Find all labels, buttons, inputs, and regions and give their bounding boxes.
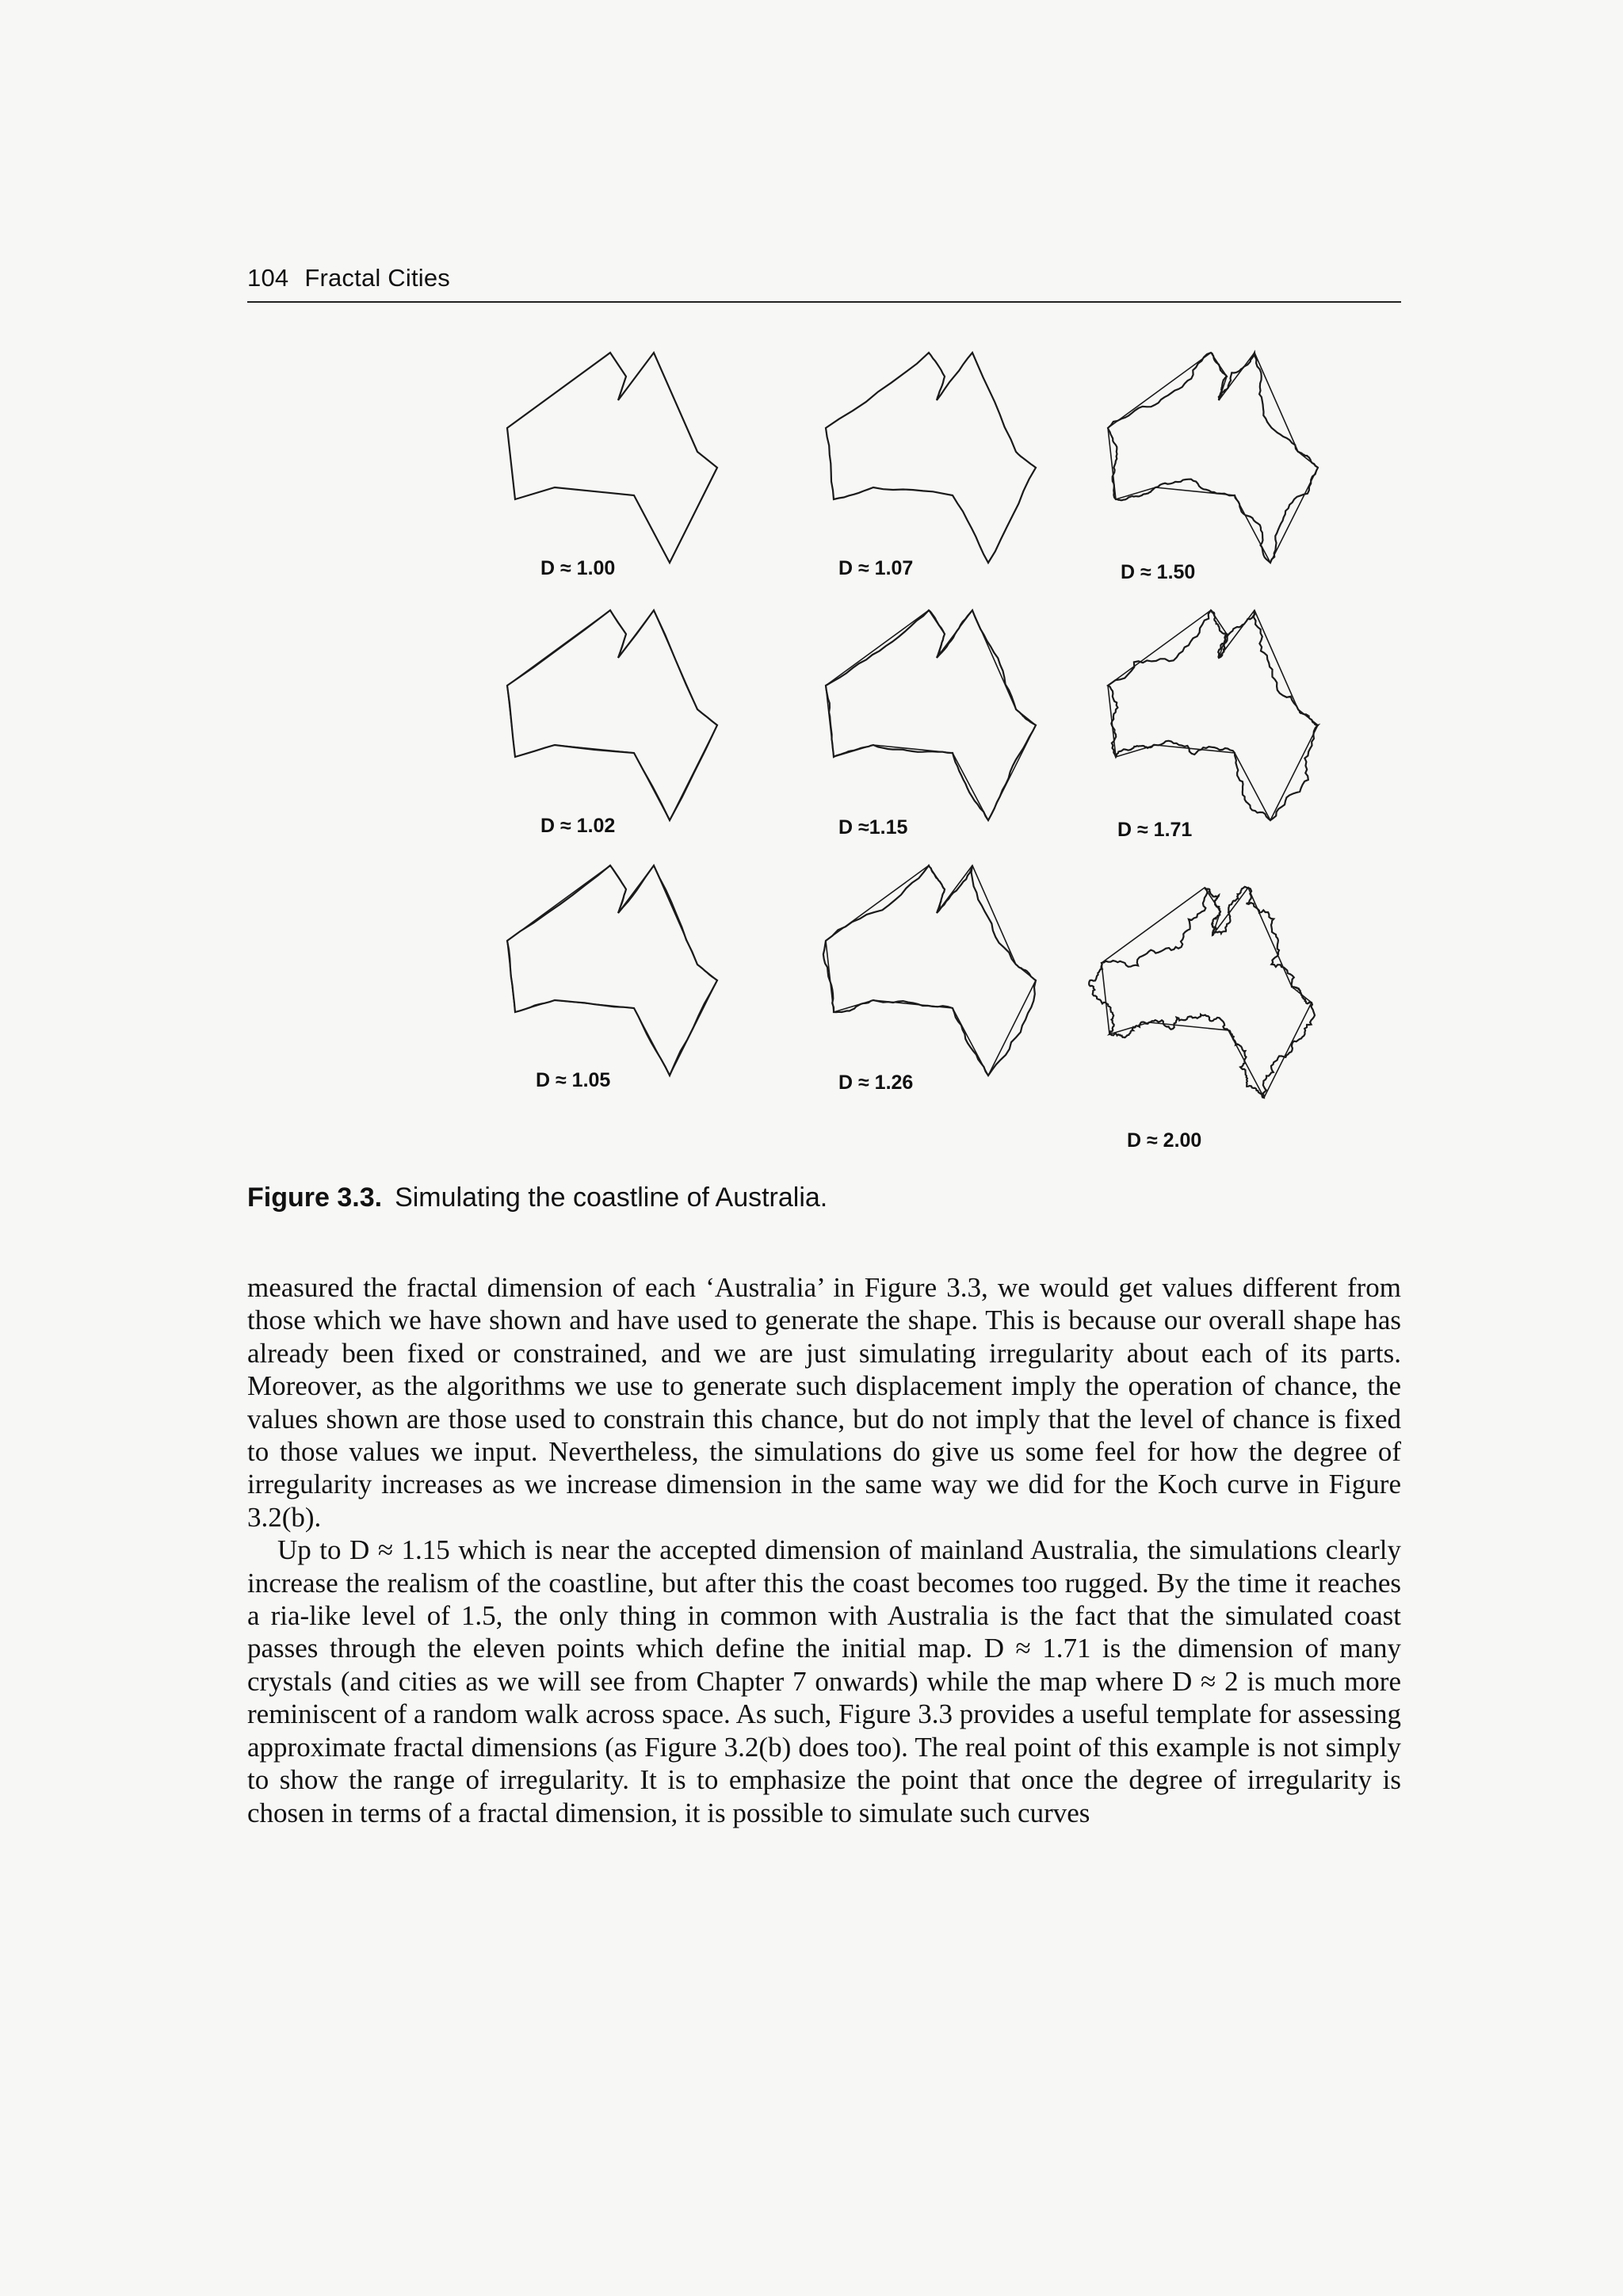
paragraph: Up to D ≈ 1.15 which is near the accepted dimension of mainland Australia, the simulations clearly increase the realism of the coastline, but after this the coast becomes too rugged. By the time it reaches a ria-like level of 1.5, the only thing in common with Australia is the fact that the simulated coast passes through the eleven points which define the initial map. D ≈ 1.71 is the dimension of many crystals (and cities as we will see from Chapter 7 onwards) while the map where D ≈ 2 is much more reminiscent of a random walk across space. As such, Figure 3.3 provides a useful template for assessing approximate fractal dimensions (as Figure 3.2(b) does too). The real point of this example is not simply to show the range of irregularity. It is to emphasize the point that once the degree of irregularity is chosen in terms of a fractal dimension, it is possible to simulate such curves xyxy=(247,1534,1401,1828)
map-panel-8 xyxy=(810,865,1111,1103)
dimension-label: D ≈ 1.26 xyxy=(835,1072,916,1095)
coastline-map-2 xyxy=(810,353,1111,590)
initial-map-outline xyxy=(507,610,717,820)
map-panel-2 xyxy=(810,353,1111,590)
initial-map-outline xyxy=(1108,353,1318,563)
map-panel-3 xyxy=(1092,353,1393,590)
dimension-label: D ≈ 2.00 xyxy=(1124,1129,1205,1152)
dimension-label: D ≈ 1.71 xyxy=(1114,819,1195,842)
figure-number: Figure 3.3. xyxy=(247,1182,383,1213)
map-panel-9 xyxy=(1086,888,1387,1152)
coastline-map-3 xyxy=(1092,353,1393,590)
paragraph: measured the fractal dimension of each ‘Australia’ in Figure 3.3, we would get values different from those which we have shown and have used to generate the shape. This is because our overall shape has already been fixed or constrained, and we are just simulating irregularity about each of its parts. Moreover, as the algorithms we use to generate such displacement imply the operation of chance, the values shown are those used to constrain this chance, but do not imply that the level of chance is fixed to those values we input. Nevertheless, the simulations do give us some feel for how the degree of irregularity increases as we increase dimension in the same way we did for the Koch curve in Figure 3.2(b). xyxy=(247,1272,1401,1533)
dimension-label: D ≈ 1.00 xyxy=(537,557,618,580)
dimension-label: D ≈ 1.05 xyxy=(533,1069,613,1092)
header-rule xyxy=(247,301,1401,303)
initial-map-outline xyxy=(1102,888,1312,1098)
initial-map-outline xyxy=(826,610,1036,820)
running-title: Fractal Cities xyxy=(304,264,450,292)
map-panel-5 xyxy=(810,610,1111,848)
running-head xyxy=(247,264,450,292)
caption-text: Simulating the coastline of Australia. xyxy=(395,1182,828,1213)
coastline-map-1 xyxy=(491,353,792,590)
coastline-outline xyxy=(507,353,717,563)
dimension-label: D ≈1.15 xyxy=(835,816,911,839)
figure-caption xyxy=(247,1182,827,1213)
map-panel-4 xyxy=(491,610,792,848)
initial-map-outline xyxy=(1108,610,1318,820)
page-number: 104 xyxy=(247,264,289,292)
coastline-map-4 xyxy=(491,610,792,848)
coastline-map-9 xyxy=(1086,888,1387,1125)
coastline-map-7 xyxy=(491,865,792,1103)
initial-map-outline xyxy=(826,865,1036,1075)
coastline-map-6 xyxy=(1092,610,1393,848)
body-text xyxy=(247,1271,1401,1829)
coastline-map-8 xyxy=(810,865,1111,1103)
initial-map-outline xyxy=(507,865,717,1075)
coastline-outline xyxy=(1089,887,1315,1098)
dimension-label: D ≈ 1.02 xyxy=(537,815,618,838)
coastline-map-5 xyxy=(810,610,1111,848)
dimension-label: D ≈ 1.07 xyxy=(835,557,916,580)
map-panel-1 xyxy=(491,353,792,590)
map-panel-7 xyxy=(491,865,792,1103)
dimension-label: D ≈ 1.50 xyxy=(1117,561,1198,584)
map-panel-6 xyxy=(1092,610,1393,848)
coastline-outline xyxy=(826,353,1036,563)
